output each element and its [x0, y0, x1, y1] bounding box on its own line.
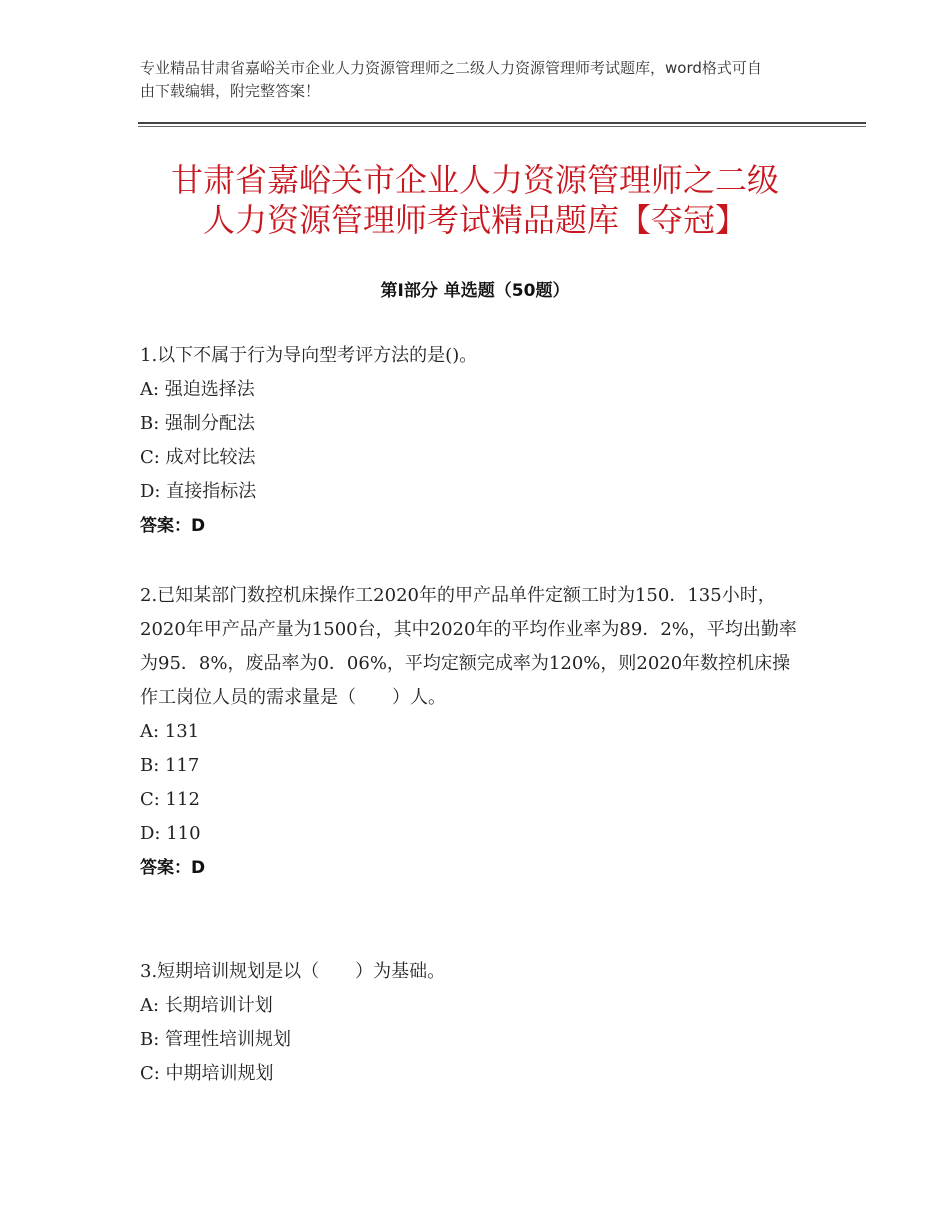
question-stem: 2.已知某部门数控机床操作工2020年的甲产品单件定额工时为150．135小时，2020年甲产品产量为1500台，其中2020年的平均作业率为89．2%，平均出勤率为95．8%，废品率为0．06%，平均定额完成率为120%，则2020年数控机床操作工岗位人员的需求量是（ ）人。: [140, 585, 797, 708]
header-divider-thin: [138, 126, 866, 127]
document-title: [100, 160, 850, 240]
answer-line: 答案：D: [140, 516, 206, 536]
question-stem: 3.短期培训规划是以（ ）为基础。: [140, 961, 446, 982]
option-a: A: 131: [140, 721, 200, 742]
header-note: 专业精品甘肃省嘉峪关市企业人力资源管理师之二级人力资源管理师考试题库，word格式可自由下载编辑，附完整答案！: [140, 59, 762, 100]
question-2: [140, 579, 800, 885]
section-title: 第Ⅰ部分 单选题（50题）: [380, 281, 570, 301]
option-a: A: 强迫选择法: [140, 379, 255, 400]
header-divider-thick: [138, 122, 866, 124]
option-c: C: 成对比较法: [140, 447, 256, 468]
option-d: D: 110: [140, 823, 201, 844]
document-title-line-1: 甘肃省嘉峪关市企业人力资源管理师之二级: [170, 161, 779, 199]
option-d: D: 直接指标法: [140, 481, 257, 502]
option-b: B: 管理性培训规划: [140, 1029, 292, 1050]
question-3: [140, 955, 810, 1091]
option-c: C: 112: [140, 789, 200, 810]
question-stem: 1.以下不属于行为导向型考评方法的是()。: [140, 345, 478, 366]
option-c: C: 中期培训规划: [140, 1063, 274, 1084]
question-1: [140, 339, 810, 543]
option-b: B: 强制分配法: [140, 413, 256, 434]
answer-line: 答案：D: [140, 858, 206, 878]
option-b: B: 117: [140, 755, 200, 776]
option-a: A: 长期培训计划: [140, 995, 273, 1016]
document-title-line-2: 人力资源管理师考试精品题库【夺冠】: [202, 201, 747, 239]
